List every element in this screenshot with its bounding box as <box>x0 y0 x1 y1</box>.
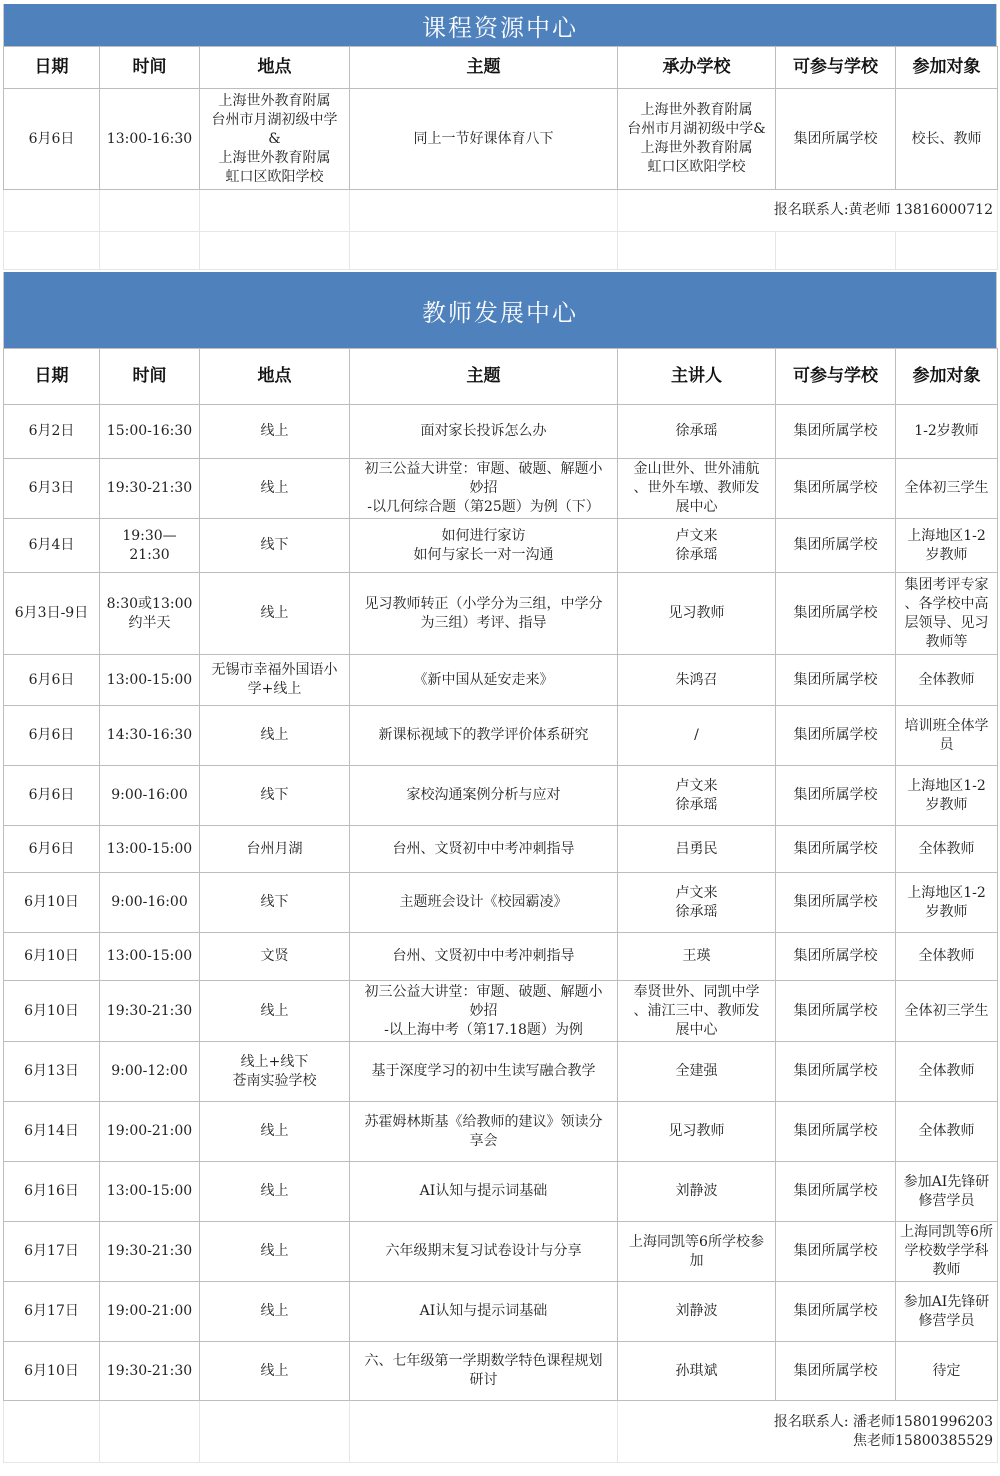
topic-cell: 台州、文贤初中中考冲刺指导 <box>350 933 618 981</box>
date-cell: 6月13日 <box>4 1042 100 1102</box>
column-header: 承办学校 <box>618 47 776 89</box>
topic-cell: 六、七年级第一学期数学特色课程规划 研讨 <box>350 1342 618 1401</box>
time-cell: 9:00-12:00 <box>100 1042 200 1102</box>
empty-cell <box>896 232 998 270</box>
eligible-schools-cell: 集团所属学校 <box>776 1342 896 1401</box>
location-cell: 无锡市幸福外国语小 学+线上 <box>200 655 350 706</box>
location-cell: 线上 <box>200 405 350 459</box>
topic-cell: AI认知与提示词基础 <box>350 1282 618 1342</box>
topic-cell: 主题班会设计《校园霸凌》 <box>350 873 618 933</box>
topic-cell: 新课标视域下的教学评价体系研究 <box>350 706 618 766</box>
column-header: 地点 <box>200 47 350 89</box>
eligible-schools-cell: 集团所属学校 <box>776 573 896 655</box>
table-row <box>4 459 998 519</box>
empty-cell <box>100 190 200 232</box>
time-cell: 8:30或13:00 约半天 <box>100 573 200 655</box>
audience-cell: 集团考评专家 、各学校中高 层领导、见习 教师等 <box>896 573 998 655</box>
topic-cell: 初三公益大讲堂：审题、破题、解题小 妙招 -以几何综合题（第25题）为例（下） <box>350 459 618 519</box>
host-cell: 上海同凯等6所学校参 加 <box>618 1222 776 1282</box>
table-row <box>4 933 998 981</box>
location-cell: 线下 <box>200 766 350 826</box>
time-cell: 19:30-21:30 <box>100 459 200 519</box>
topic-cell: 台州、文贤初中中考冲刺指导 <box>350 826 618 873</box>
time-cell: 13:00-15:00 <box>100 826 200 873</box>
table-row <box>4 573 998 655</box>
location-cell: 线上 <box>200 1162 350 1222</box>
eligible-schools-cell: 集团所属学校 <box>776 766 896 826</box>
location-cell: 线上 <box>200 1222 350 1282</box>
audience-cell: 校长、教师 <box>896 89 998 190</box>
eligible-schools-cell: 集团所属学校 <box>776 981 896 1042</box>
host-cell: 王瑛 <box>618 933 776 981</box>
host-cell: 孙琪斌 <box>618 1342 776 1401</box>
column-header: 参加对象 <box>896 47 998 89</box>
empty-cell <box>100 232 200 270</box>
column-header: 可参与学校 <box>776 349 896 405</box>
topic-cell: 六年级期末复习试卷设计与分享 <box>350 1222 618 1282</box>
topic-cell: 见习教师转正（小学分为三组，中学分 为三组）考评、指导 <box>350 573 618 655</box>
empty-cell <box>4 232 100 270</box>
eligible-schools-cell: 集团所属学校 <box>776 933 896 981</box>
teacher-center-title: 教师发展中心 <box>3 272 997 348</box>
eligible-schools-cell: 集团所属学校 <box>776 1042 896 1102</box>
contact-info: 报名联系人: 潘老师15801996203 焦老师15800385529 <box>618 1401 998 1463</box>
table-row <box>4 1162 998 1222</box>
audience-cell: 待定 <box>896 1342 998 1401</box>
time-cell: 19:30-21:30 <box>100 981 200 1042</box>
eligible-schools-cell: 集团所属学校 <box>776 655 896 706</box>
host-cell: 奉贤世外、同凯中学 、浦江三中、教师发 展中心 <box>618 981 776 1042</box>
time-cell: 13:00-16:30 <box>100 89 200 190</box>
host-cell: 刘静波 <box>618 1162 776 1222</box>
eligible-schools-cell: 集团所属学校 <box>776 1162 896 1222</box>
column-header: 参加对象 <box>896 349 998 405</box>
teacher-schedule-table <box>3 348 998 1463</box>
time-cell: 13:00-15:00 <box>100 933 200 981</box>
eligible-schools-cell: 集团所属学校 <box>776 459 896 519</box>
table-row <box>4 1042 998 1102</box>
time-cell: 14:30-16:30 <box>100 706 200 766</box>
location-cell: 线上 <box>200 706 350 766</box>
audience-cell: 全体初三学生 <box>896 459 998 519</box>
table-row <box>4 519 998 573</box>
date-cell: 6月6日 <box>4 706 100 766</box>
empty-cell <box>200 1401 350 1463</box>
course-center-title: 课程资源中心 <box>3 4 997 46</box>
time-cell: 19:00-21:00 <box>100 1282 200 1342</box>
audience-cell: 全体教师 <box>896 655 998 706</box>
topic-cell: 《新中国从延安走来》 <box>350 655 618 706</box>
host-cell: 卢文来 徐承瑶 <box>618 873 776 933</box>
time-cell: 19:30-21:30 <box>100 1342 200 1401</box>
topic-cell: 同上一节好课体育八下 <box>350 89 618 190</box>
column-header: 主题 <box>350 47 618 89</box>
date-cell: 6月6日 <box>4 766 100 826</box>
table-header-row <box>4 349 998 405</box>
empty-cell <box>200 190 350 232</box>
spacer-row <box>4 232 998 270</box>
time-cell: 19:30—21:30 <box>100 519 200 573</box>
column-header: 日期 <box>4 349 100 405</box>
column-header: 时间 <box>100 47 200 89</box>
audience-cell: 全体教师 <box>896 933 998 981</box>
host-cell: / <box>618 706 776 766</box>
course-schedule-table <box>3 46 998 270</box>
eligible-schools-cell: 集团所属学校 <box>776 1282 896 1342</box>
audience-cell: 全体初三学生 <box>896 981 998 1042</box>
table-row <box>4 981 998 1042</box>
table-row <box>4 766 998 826</box>
date-cell: 6月6日 <box>4 826 100 873</box>
host-cell: 卢文来 徐承瑶 <box>618 766 776 826</box>
audience-cell: 培训班全体学 员 <box>896 706 998 766</box>
empty-cell <box>350 232 618 270</box>
location-cell: 上海世外教育附属 台州市月湖初级中学 & 上海世外教育附属 虹口区欧阳学校 <box>200 89 350 190</box>
column-header: 主题 <box>350 349 618 405</box>
table-row <box>4 873 998 933</box>
column-header: 地点 <box>200 349 350 405</box>
contact-row <box>4 190 998 232</box>
date-cell: 6月6日 <box>4 89 100 190</box>
host-cell: 金山世外、世外浦航 、世外车墩、教师发 展中心 <box>618 459 776 519</box>
empty-cell <box>4 190 100 232</box>
host-cell: 全建强 <box>618 1042 776 1102</box>
eligible-schools-cell: 集团所属学校 <box>776 706 896 766</box>
time-cell: 9:00-16:00 <box>100 873 200 933</box>
table-row <box>4 826 998 873</box>
host-cell: 卢文来 徐承瑶 <box>618 519 776 573</box>
date-cell: 6月16日 <box>4 1162 100 1222</box>
date-cell: 6月17日 <box>4 1282 100 1342</box>
eligible-schools-cell: 集团所属学校 <box>776 1222 896 1282</box>
eligible-schools-cell: 集团所属学校 <box>776 89 896 190</box>
date-cell: 6月10日 <box>4 873 100 933</box>
column-header: 日期 <box>4 47 100 89</box>
date-cell: 6月2日 <box>4 405 100 459</box>
table-row <box>4 89 998 190</box>
time-cell: 19:30-21:30 <box>100 1222 200 1282</box>
empty-cell <box>4 1401 100 1463</box>
host-cell: 刘静波 <box>618 1282 776 1342</box>
topic-cell: 家校沟通案例分析与应对 <box>350 766 618 826</box>
host-cell: 朱鸿召 <box>618 655 776 706</box>
eligible-schools-cell: 集团所属学校 <box>776 519 896 573</box>
date-cell: 6月6日 <box>4 655 100 706</box>
host-cell: 见习教师 <box>618 573 776 655</box>
location-cell: 线上 <box>200 459 350 519</box>
column-header: 主讲人 <box>618 349 776 405</box>
column-header: 可参与学校 <box>776 47 896 89</box>
time-cell: 9:00-16:00 <box>100 766 200 826</box>
audience-cell: 全体教师 <box>896 1102 998 1162</box>
eligible-schools-cell: 集团所属学校 <box>776 405 896 459</box>
date-cell: 6月10日 <box>4 933 100 981</box>
audience-cell: 上海同凯等6所 学校数学学科 教师 <box>896 1222 998 1282</box>
location-cell: 线下 <box>200 873 350 933</box>
time-cell: 19:00-21:00 <box>100 1102 200 1162</box>
contact-info: 报名联系人:黄老师 13816000712 <box>618 190 998 232</box>
location-cell: 线上 <box>200 573 350 655</box>
table-row <box>4 1222 998 1282</box>
topic-cell: 基于深度学习的初中生读写融合教学 <box>350 1042 618 1102</box>
eligible-schools-cell: 集团所属学校 <box>776 873 896 933</box>
location-cell: 线上+线下 苍南实验学校 <box>200 1042 350 1102</box>
eligible-schools-cell: 集团所属学校 <box>776 1102 896 1162</box>
table-row <box>4 706 998 766</box>
audience-cell: 参加AI先锋研 修营学员 <box>896 1162 998 1222</box>
host-cell: 吕勇民 <box>618 826 776 873</box>
topic-cell: 面对家长投诉怎么办 <box>350 405 618 459</box>
date-cell: 6月3日 <box>4 459 100 519</box>
location-cell: 线上 <box>200 1102 350 1162</box>
time-cell: 13:00-15:00 <box>100 1162 200 1222</box>
empty-cell <box>776 232 896 270</box>
empty-cell <box>618 232 776 270</box>
topic-cell: 初三公益大讲堂：审题、破题、解题小 妙招 -以上海中考（第17.18题）为例 <box>350 981 618 1042</box>
contact-row <box>4 1401 998 1463</box>
table-row <box>4 405 998 459</box>
date-cell: 6月17日 <box>4 1222 100 1282</box>
date-cell: 6月14日 <box>4 1102 100 1162</box>
topic-cell: AI认知与提示词基础 <box>350 1162 618 1222</box>
eligible-schools-cell: 集团所属学校 <box>776 826 896 873</box>
date-cell: 6月10日 <box>4 1342 100 1401</box>
audience-cell: 参加AI先锋研 修营学员 <box>896 1282 998 1342</box>
column-header: 时间 <box>100 349 200 405</box>
date-cell: 6月10日 <box>4 981 100 1042</box>
location-cell: 文贤 <box>200 933 350 981</box>
host-cell: 徐承瑶 <box>618 405 776 459</box>
topic-cell: 苏霍姆林斯基《给教师的建议》领读分 享会 <box>350 1102 618 1162</box>
host-cell: 上海世外教育附属 台州市月湖初级中学& 上海世外教育附属 虹口区欧阳学校 <box>618 89 776 190</box>
date-cell: 6月3日-9日 <box>4 573 100 655</box>
audience-cell: 上海地区1-2 岁教师 <box>896 873 998 933</box>
time-cell: 13:00-15:00 <box>100 655 200 706</box>
table-row <box>4 1282 998 1342</box>
location-cell: 线下 <box>200 519 350 573</box>
table-header-row <box>4 47 998 89</box>
empty-cell <box>200 232 350 270</box>
table-row <box>4 1342 998 1401</box>
location-cell: 线上 <box>200 1342 350 1401</box>
empty-cell <box>350 1401 618 1463</box>
date-cell: 6月4日 <box>4 519 100 573</box>
audience-cell: 全体教师 <box>896 1042 998 1102</box>
topic-cell: 如何进行家访 如何与家长一对一沟通 <box>350 519 618 573</box>
empty-cell <box>350 190 618 232</box>
location-cell: 台州月湖 <box>200 826 350 873</box>
host-cell: 见习教师 <box>618 1102 776 1162</box>
location-cell: 线上 <box>200 981 350 1042</box>
table-row <box>4 655 998 706</box>
audience-cell: 上海地区1-2 岁教师 <box>896 519 998 573</box>
empty-cell <box>100 1401 200 1463</box>
time-cell: 15:00-16:30 <box>100 405 200 459</box>
audience-cell: 上海地区1-2 岁教师 <box>896 766 998 826</box>
audience-cell: 1-2岁教师 <box>896 405 998 459</box>
audience-cell: 全体教师 <box>896 826 998 873</box>
location-cell: 线上 <box>200 1282 350 1342</box>
table-row <box>4 1102 998 1162</box>
